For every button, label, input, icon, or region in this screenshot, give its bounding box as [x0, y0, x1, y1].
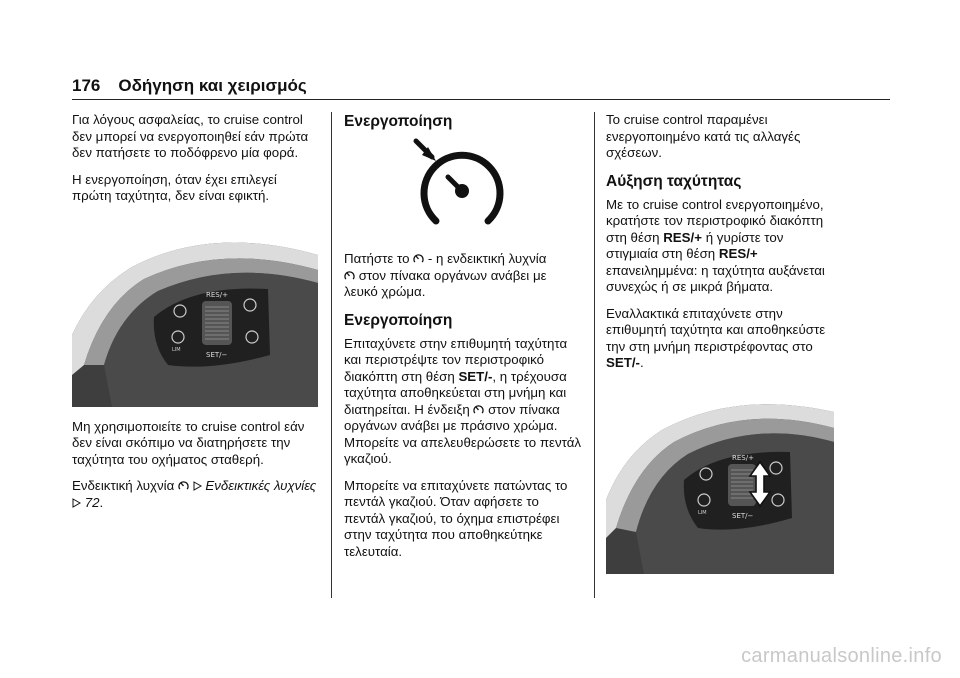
column-3	[606, 112, 834, 586]
page-title: Οδήγηση και χειρισμός	[118, 76, 307, 95]
indicator-text: Ενδεικτική λυχνία	[72, 478, 175, 493]
switch-res-label: RES/+	[206, 290, 228, 299]
section-heading-activation-2: Ενεργοποίηση	[344, 311, 453, 329]
lim-label-2: LIM	[698, 509, 707, 516]
column-1	[72, 112, 318, 521]
column-2	[344, 112, 582, 570]
steering-wheel-illustration-1	[72, 215, 318, 407]
switch-res-label-2: RES/+	[732, 453, 754, 462]
lim-label-1: LIM	[172, 346, 181, 353]
cruise-indicator-icon	[178, 480, 189, 491]
reference-page-link[interactable]: 72	[84, 494, 100, 510]
increase-speed-paragraph: Με το cruise control ενεργοποιημένο, κρατήστε τον περιστροφικό διακόπτη στη θέση RES/+ ή γυρίστε τον στιγμιαία στη θέση RES/+ επανειλημμένα: η ταχύτητα αυξάνεται συνεχώς ή σε μικρά βήματα.	[606, 196, 825, 294]
triangle-reference-icon	[193, 481, 202, 491]
column-divider-2	[594, 112, 595, 598]
accelerate-paragraph: Μπορείτε να επιταχύνετε πατώντας το πεντάλ γκαζιού. Όταν αφήσετε το πεντάλ γκαζιού, το όχημα επιστρέφει στην ταχύτητα που αποθηκεύτηκε τελευταία.	[344, 477, 568, 559]
watermark: carmanualsonline.info	[741, 645, 942, 667]
reference-section-link[interactable]: Ενδεικτικές λυχνίες	[205, 478, 317, 493]
set-speed-paragraph: Επιταχύνετε στην επιθυμητή ταχύτητα και περιστρέψτε τον περιστροφικό διακόπτη στη θέση SET/-, η τρέχουσα ταχύτητα αποθηκεύεται στη μνήμη και διατηρείται. Η ένδειξη στον πίνακα οργάνων ανάβει με πράσινο χρώμα. Μπορείτε να απελευθερώσετε το πεντάλ γκαζιού.	[344, 335, 582, 466]
page-header	[72, 70, 890, 100]
page-number: 176	[72, 76, 101, 95]
switch-set-label: SET/−	[206, 350, 228, 359]
steering-wheel-illustration-2	[606, 382, 834, 574]
triangle-reference-icon	[72, 498, 81, 508]
cruise-indicator-icon	[473, 404, 484, 415]
speedometer-cruise-icon	[344, 137, 582, 241]
section-heading-activation: Ενεργοποίηση	[344, 113, 453, 130]
switch-set-label-2: SET/−	[732, 511, 754, 520]
gear-change-paragraph: Το cruise control παραμένει ενεργοποιημένο κατά τις αλλαγές σχέσεων.	[606, 112, 801, 160]
alternative-paragraph: Εναλλακτικά επιταχύνετε στην επιθυμητή ταχύτητα και αποθηκεύστε την στη μνήμη περιστρέφοντας στο SET/-.	[606, 305, 826, 370]
cruise-indicator-icon	[344, 270, 355, 281]
cruise-indicator-icon	[413, 253, 424, 264]
column-divider-1	[331, 112, 332, 598]
safety-paragraph: Για λόγους ασφαλείας, το cruise control δεν μπορεί να ενεργοποιηθεί εάν πρώτα δεν πατήσετε το ποδόφρενο μία φορά.	[72, 112, 309, 160]
section-heading-increase-speed: Αύξηση ταχύτητας	[606, 172, 742, 190]
constant-speed-paragraph: Μη χρησιμοποιείτε το cruise control εάν δεν είναι σκόπιμο να διατηρήσετε την ταχύτητα του οχήματος σταθερή.	[72, 418, 305, 467]
activation-paragraph: Πατήστε το - η ενδεικτική λυχνία στον πίνακα οργάνων ανάβει με λευκό χρώμα.	[344, 251, 547, 299]
first-gear-paragraph: Η ενεργοποίηση, όταν έχει επιλεγεί πρώτη ταχύτητα, δεν είναι εφικτή.	[72, 171, 277, 203]
indicator-reference-paragraph: Ενδεικτική λυχνία Ενδεικτικές λυχνίες 72.	[72, 478, 317, 510]
